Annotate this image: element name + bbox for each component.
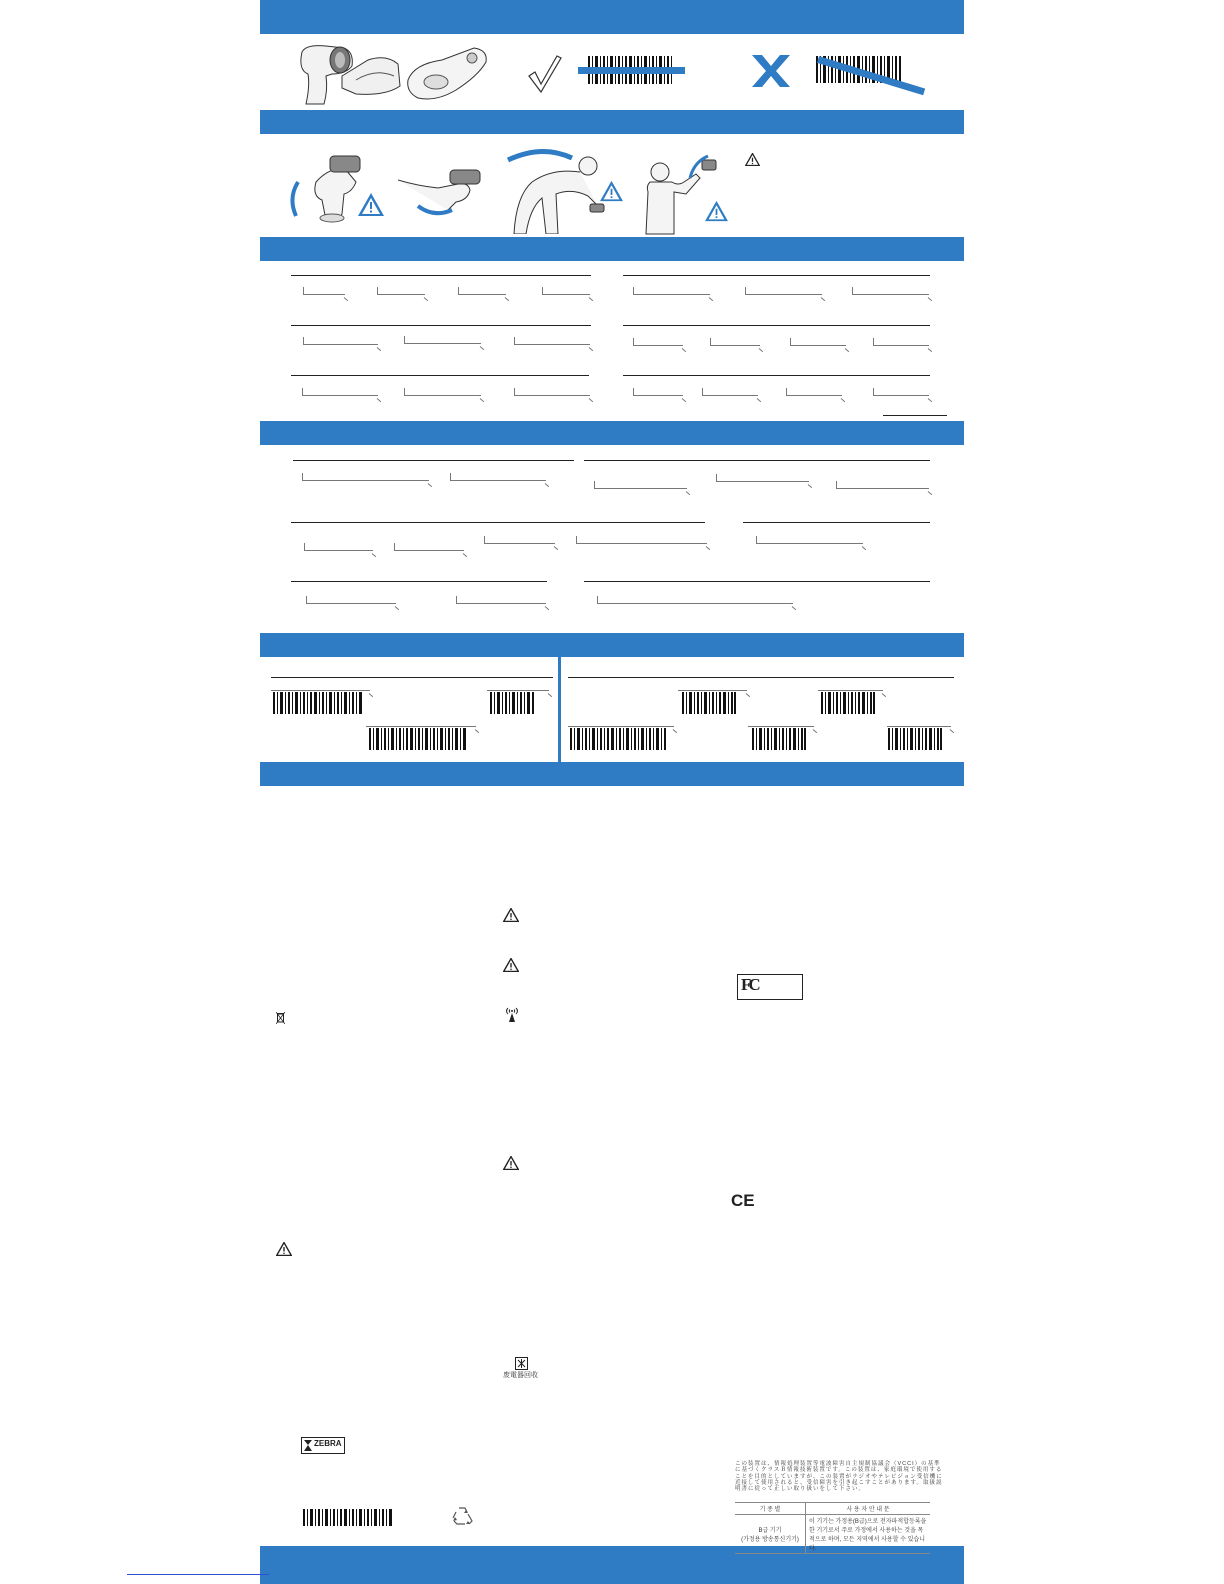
fcc-logo-box [737, 974, 803, 1000]
overhead-reach-illustration [638, 152, 728, 236]
part-number-barcode [303, 1509, 394, 1526]
config-barcode-1 [273, 692, 362, 714]
regulatory-warning-icon-3 [503, 1156, 519, 1170]
barcode-label-line-1 [271, 683, 370, 691]
config-barcode-7 [752, 728, 806, 750]
ergonomic-section-band [260, 110, 964, 134]
callouts-section-band-2 [260, 421, 964, 445]
wrist-bend-warning-icon [357, 192, 385, 217]
korea-table-notice: 이 기기는 가정용(B급)으로 전자파적합등록을 한 기기로서 주로 가정에서 사용하는 것을 목적으로 하며, 모든 지역에서 사용할 수 있습니다. [806, 1515, 931, 1554]
config-barcode-8 [888, 728, 942, 750]
overhead-warning-icon [704, 200, 729, 222]
barcode-label-line-5 [818, 683, 883, 691]
barcode-label-line-6 [568, 719, 674, 727]
regulatory-warning-icon-1 [503, 908, 519, 922]
korea-kc-table [735, 1502, 930, 1554]
footer-link-underline[interactable] [127, 1574, 269, 1575]
barcodes-left-rule [271, 677, 553, 678]
korea-table-class [735, 1515, 806, 1554]
regulatory-section-band [260, 762, 964, 786]
config-barcode-3 [369, 728, 466, 750]
config-barcode-5 [821, 692, 875, 714]
japan-vcci-notice: この装置は、情報処理装置等電波障害自主規制協議会（VCCI）の基準に基づくクラスＢ情報技術装置です。この装置は、家庭環境で使用することを目的としていますが、この装置がラジオやテレビジョン受信機に近接して使用されると、受信障害を引き起こすことがあります。取扱説明書に従って正しい取り扱いをして下さい。 [735, 1461, 943, 1493]
korea-table-class-line-1: B급 기기 [758, 1528, 782, 1534]
top-section-band [260, 0, 964, 34]
checkmark-icon [527, 54, 563, 94]
barcode-label-line-7 [748, 719, 814, 727]
recycle-icon [451, 1506, 473, 1526]
barcode-label-line-3 [366, 719, 476, 727]
config-barcode-4 [682, 692, 736, 714]
callouts-section-band-1 [260, 237, 964, 261]
ce-mark: CE [731, 1191, 755, 1210]
battery-warning-icon [276, 1242, 292, 1256]
korea-table-class-line-2: (가정용 방송통신기기) [741, 1537, 799, 1543]
barcode-label-line-2 [487, 683, 549, 691]
scanner-and-cradle-illustration [296, 40, 491, 106]
zebra-logo-text: ZEBRA [314, 1439, 342, 1448]
barcode-label-line-4 [678, 683, 747, 691]
korea-table-header-model: 기 종 별 [735, 1503, 806, 1515]
zebra-logo [301, 1437, 345, 1454]
barcodes-section-band [260, 633, 964, 657]
barcodes-section-divider [558, 657, 561, 762]
crossed-bin-icon [276, 1012, 285, 1024]
ergonomic-caution-warning-icon [745, 153, 760, 166]
correct-scan-line [578, 67, 685, 74]
config-barcode-2 [490, 692, 535, 714]
regulatory-warning-icon-2 [503, 958, 519, 972]
china-rohs-label: 废電器回收 [503, 1372, 538, 1379]
wrist-flex-illustration [398, 160, 490, 224]
rf-exposure-icon [505, 1006, 519, 1022]
china-rohs-icon [515, 1357, 528, 1370]
config-barcode-6 [570, 728, 666, 750]
korea-table-header-notice: 사 용 자 안 내 문 [806, 1503, 931, 1515]
barcode-label-line-8 [887, 719, 951, 727]
fcc-logo: FC [741, 975, 758, 994]
bending-warning-icon [599, 180, 624, 202]
x-mark-icon [752, 55, 790, 87]
barcodes-right-rule [568, 677, 954, 678]
